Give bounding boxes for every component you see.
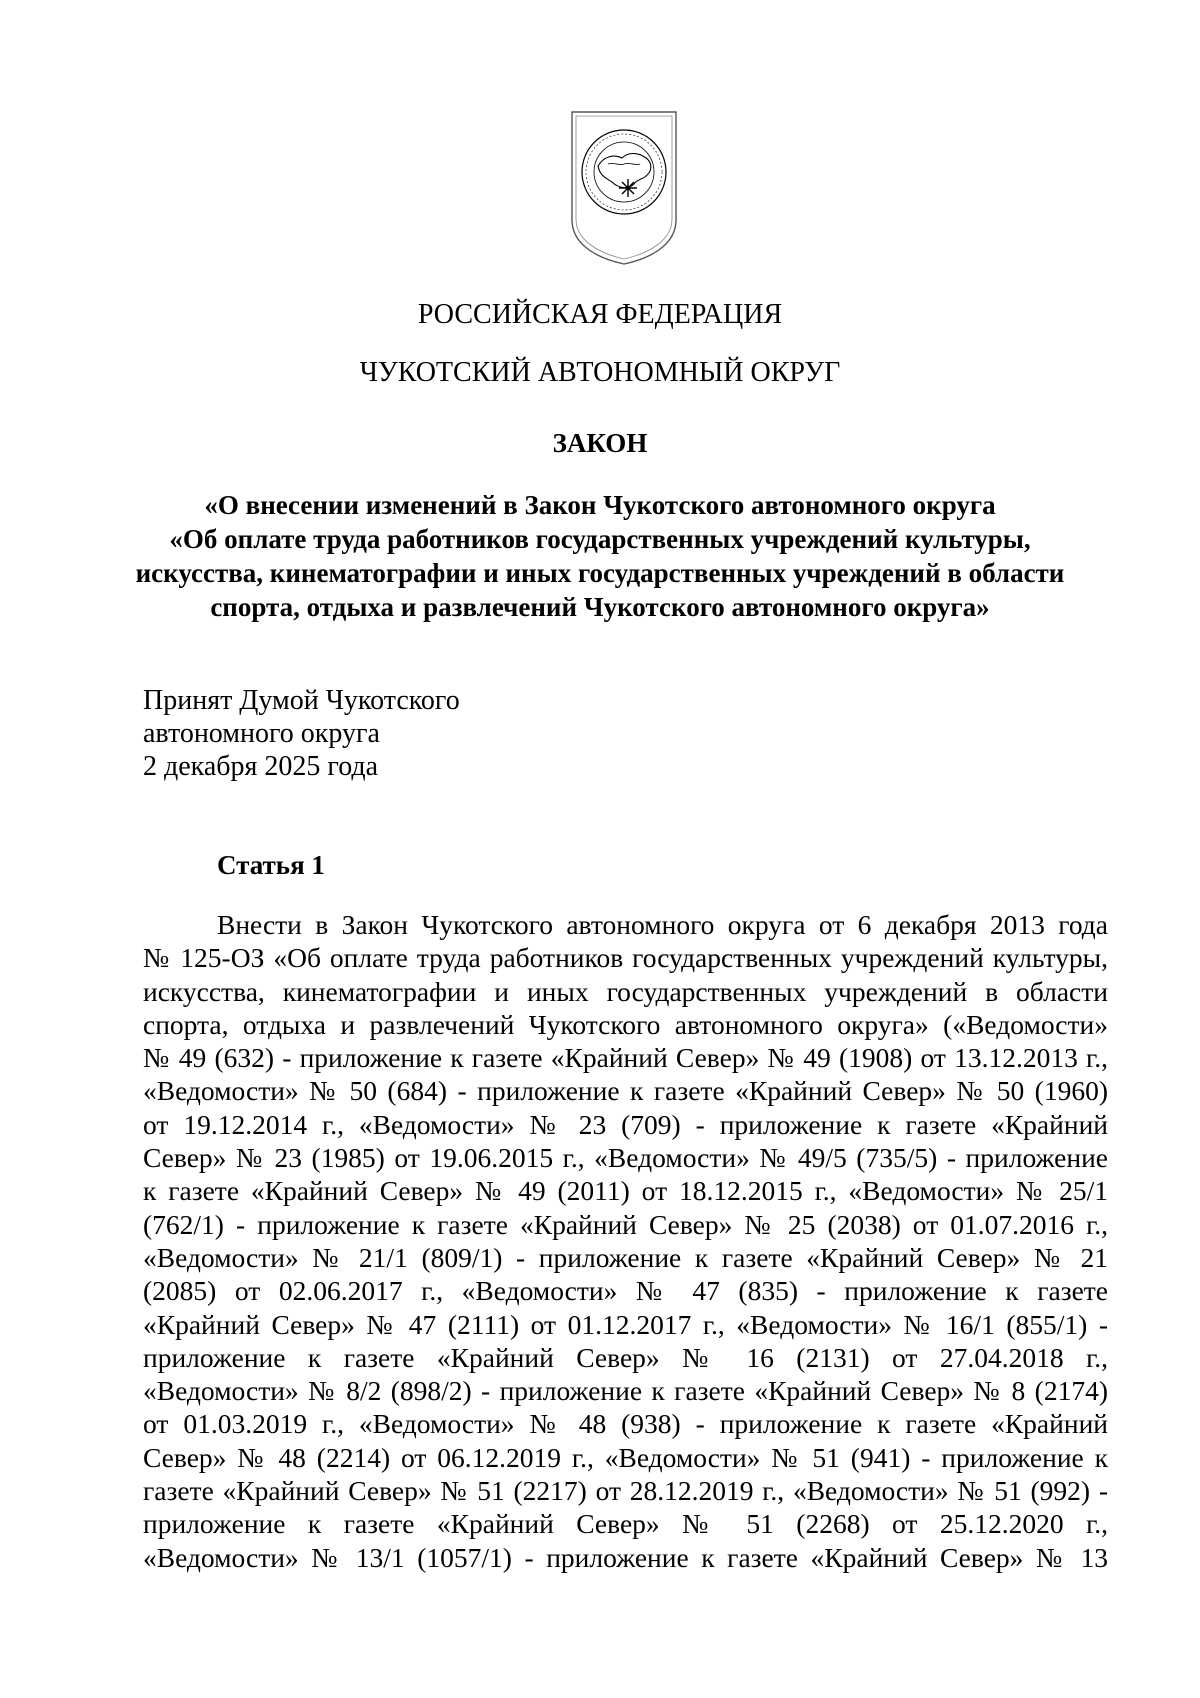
law-title-line: спорта, отдыха и развлечений Чукотского автономного округа» [210, 592, 990, 622]
article-text-line: Север» № 23 (1985) от 19.06.2015 г., «Ведомости» № 49/5 (735/5) - приложение [143, 1142, 1108, 1174]
region-name: ЧУКОТСКИЙ АВТОНОМНЫЙ ОКРУГ [359, 357, 841, 388]
article-text-line: приложение к газете «Крайний Север» № 51 (2268) от 25.12.2020 г., [143, 1508, 1108, 1540]
law-title-line: «О внесении изменений в Закон Чукотского автономного округа [204, 490, 996, 520]
adoption-line: автономного округа [143, 718, 380, 749]
article-text-line: газете «Крайний Север» № 51 (2217) от 28.12.2019 г., «Ведомости» № 51 (992) - [143, 1475, 1108, 1507]
law-title-line: искусства, кинематографии и иных государственных учреждений в области [135, 558, 1065, 588]
law-title [100, 488, 1100, 624]
country-name: РОССИЙСКАЯ ФЕДЕРАЦИЯ [417, 299, 783, 330]
article-text-line: (762/1) - приложение к газете «Крайний Север» № 25 (2038) от 01.07.2016 г., [143, 1208, 1108, 1240]
adoption-note [143, 684, 460, 783]
article-text-line: (2085) от 02.06.2017 г., «Ведомости» № 47 (835) - приложение к газете [143, 1275, 1108, 1307]
law-title-line: «Об оплате труда работников государственных учреждений культуры, [169, 524, 1031, 554]
document-type: ЗАКОН [552, 428, 648, 458]
coat-of-arms-emblem [568, 108, 680, 268]
article-text-line: приложение к газете «Крайний Север» № 16 (2131) от 27.04.2018 г., [143, 1341, 1108, 1373]
article-heading: Статья 1 [217, 850, 325, 880]
article-text-line: «Ведомости» № 8/2 (898/2) - приложение к газете «Крайний Север» № 8 (2174) [143, 1375, 1108, 1407]
article-text-line: от 01.03.2019 г., «Ведомости» № 48 (938) - приложение к газете «Крайний [143, 1408, 1108, 1440]
article-text-line: Внести в Закон Чукотского автономного округа от 6 декабря 2013 года [217, 909, 1108, 940]
article-text-line: искусства, кинематографии и иных государственных учреждений в области [143, 975, 1108, 1007]
chukotka-coat-of-arms-icon [568, 108, 680, 268]
article-text-line: «Ведомости» № 50 (684) - приложение к газете «Крайний Север» № 50 (1960) [143, 1075, 1108, 1107]
article-body [143, 908, 1108, 1574]
article-text-line: к газете «Крайний Север» № 49 (2011) от 18.12.2015 г., «Ведомости» № 25/1 [143, 1175, 1108, 1207]
article-text-line: № 125-ОЗ «Об оплате труда работников государственных учреждений культуры, [143, 942, 1108, 974]
article-text-line: «Ведомости» № 13/1 (1057/1) - приложение к газете «Крайний Север» № 13 [143, 1541, 1108, 1573]
article-text-line: № 49 (632) - приложение к газете «Крайний Север» № 49 (1908) от 13.12.2013 г., [143, 1042, 1108, 1074]
article-text-line: от 19.12.2014 г., «Ведомости» № 23 (709) - приложение к газете «Крайний [143, 1108, 1108, 1140]
adoption-line: Принят Думой Чукотского [143, 685, 460, 716]
article-text-line: спорта, отдыха и развлечений Чукотского автономного округа» («Ведомости» [143, 1008, 1108, 1040]
adoption-date: 2 декабря 2025 года [143, 751, 379, 782]
article-text-line: «Крайний Север» № 47 (2111) от 01.12.2017 г., «Ведомости» № 16/1 (855/1) - [143, 1308, 1108, 1340]
article-text-line: Север» № 48 (2214) от 06.12.2019 г., «Ведомости» № 51 (941) - приложение к [143, 1441, 1108, 1473]
article-text-line: «Ведомости» № 21/1 (809/1) - приложение к газете «Крайний Север» № 21 [143, 1241, 1108, 1273]
